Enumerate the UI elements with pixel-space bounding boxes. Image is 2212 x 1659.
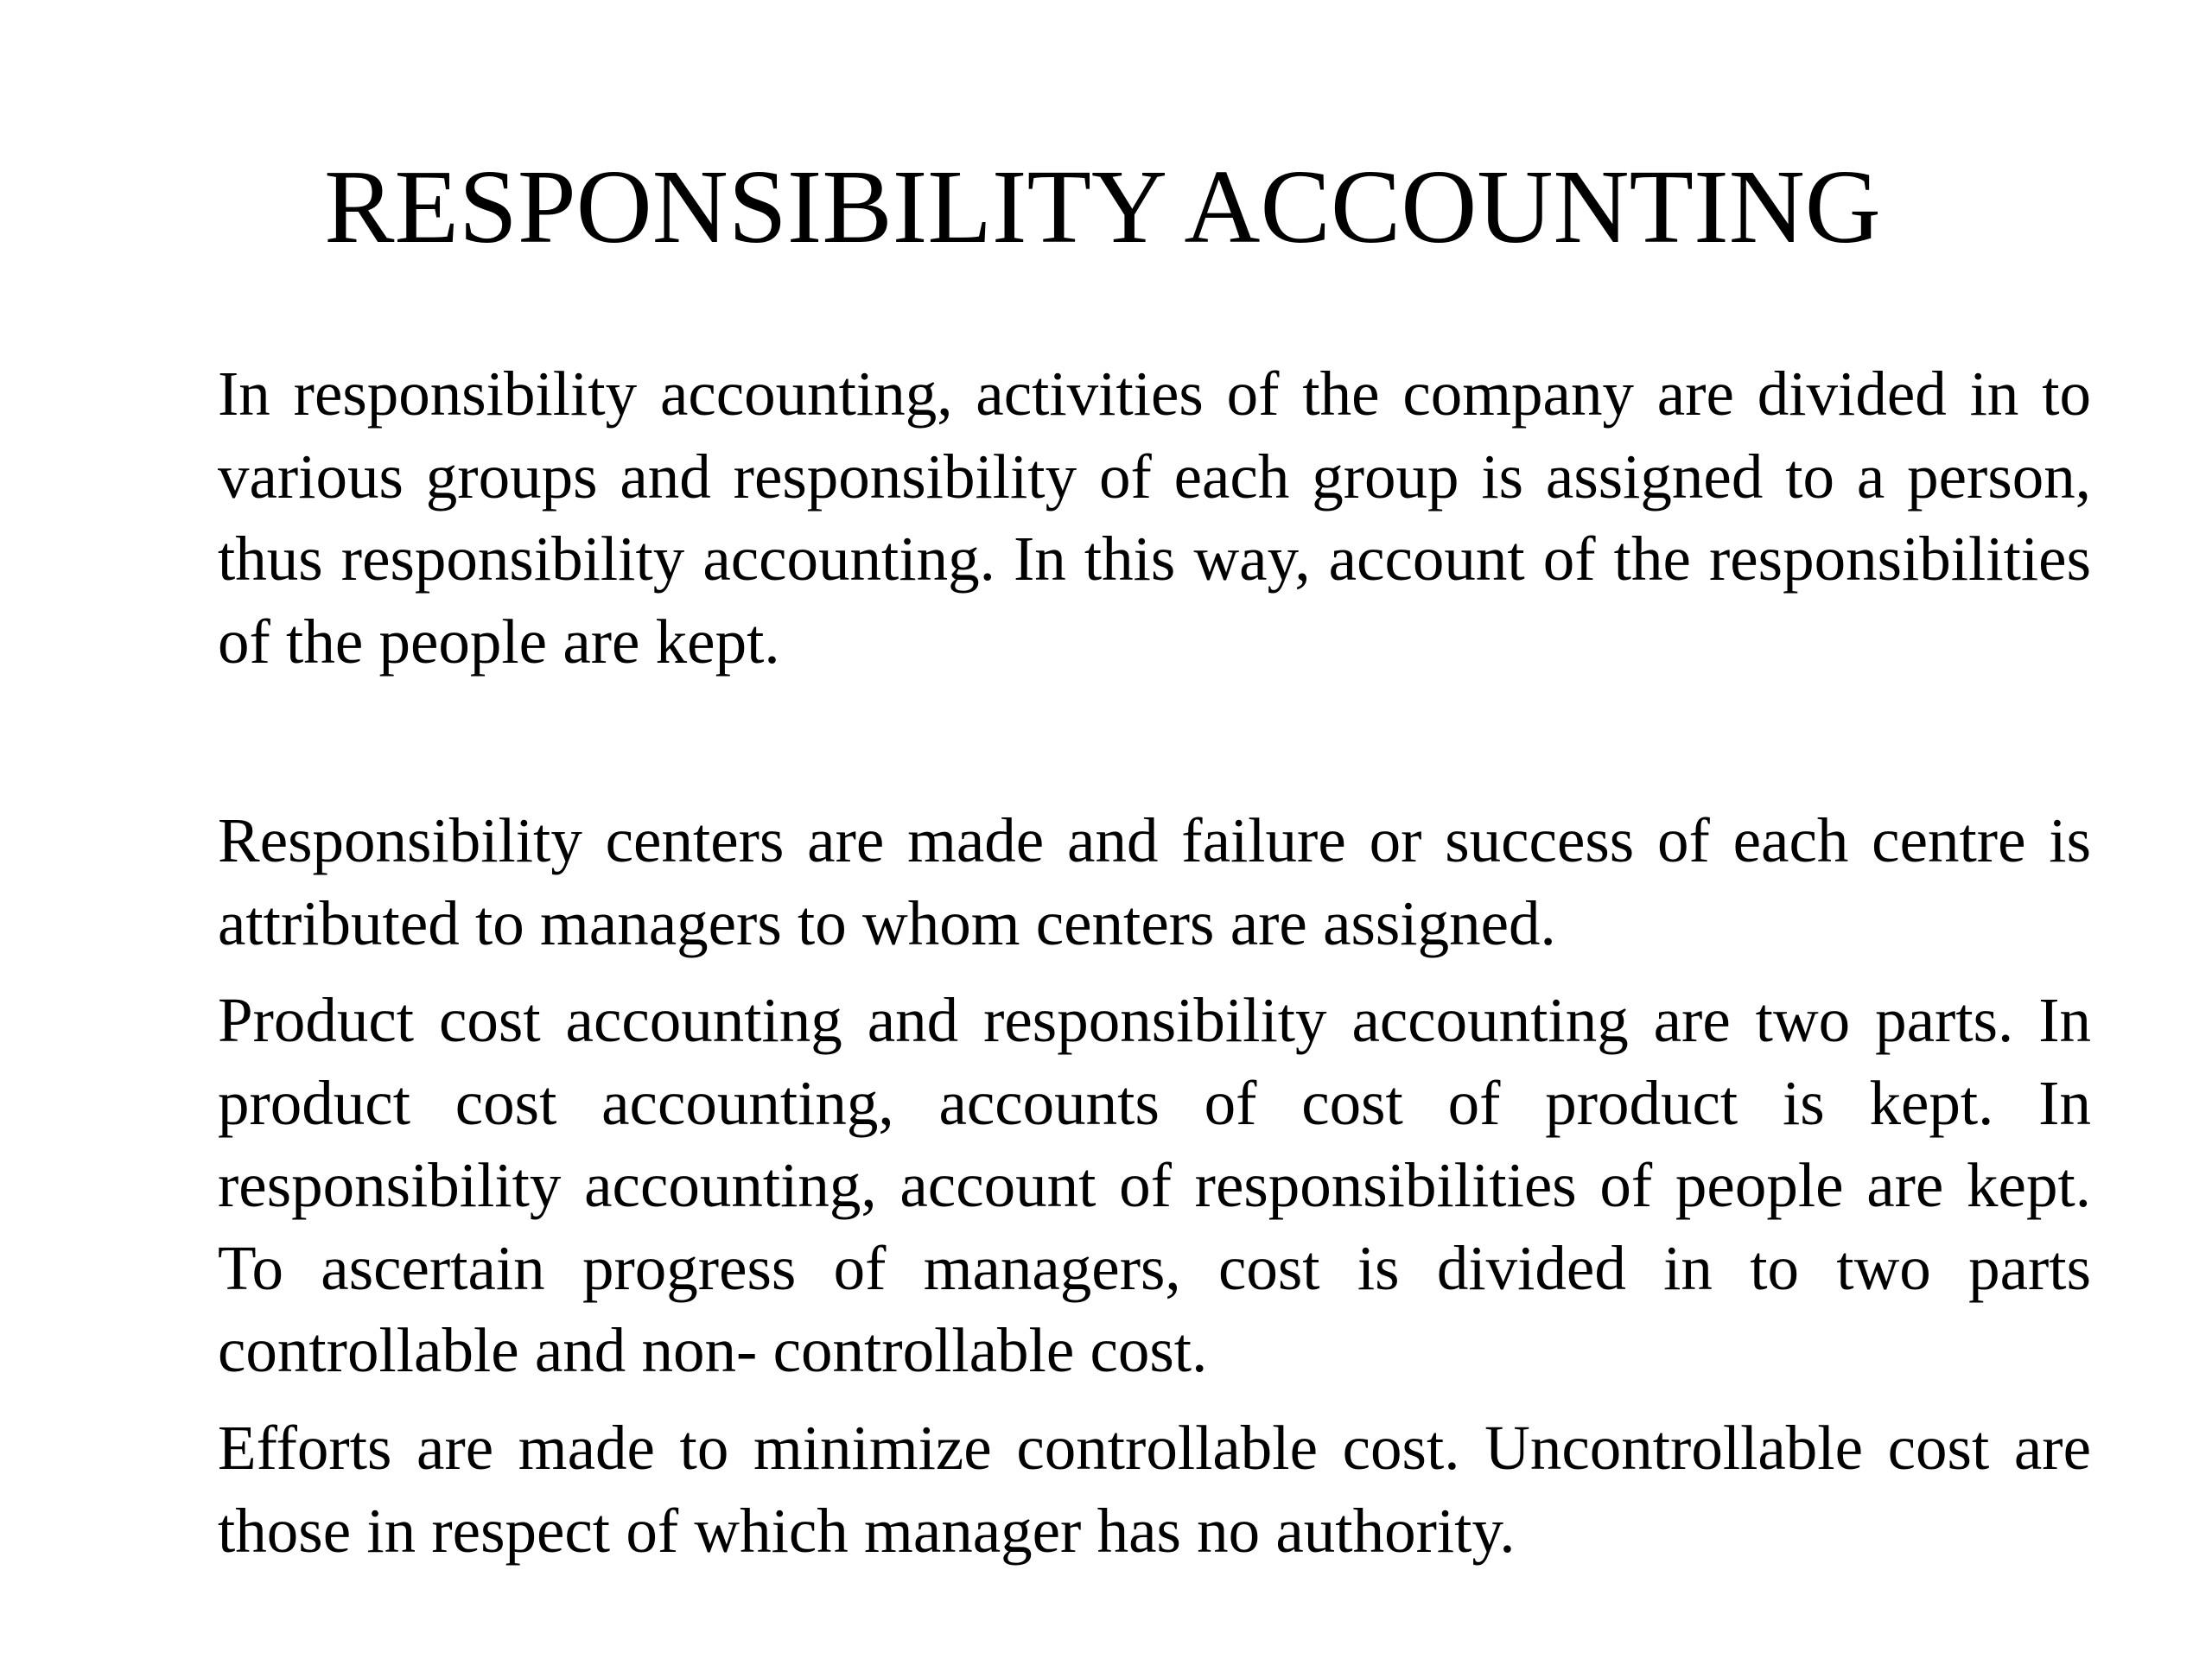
paragraph-responsibility-centers: Responsibility centers are made and failure or success of each centre is attributed to managers to whom centers are assigned. (218, 805, 2091, 958)
paragraph-product-cost-accounting: Product cost accounting and responsibility accounting are two parts. In product cost accounting, accounts of cost of product is kept. In responsibility accounting, account of responsibilities of people are kept. To ascertain progress of managers, cost is divided in to two parts controllable and non- controllable cost. (218, 985, 2091, 1385)
paragraph-controllable-cost: Efforts are made to minimize controllable cost. Uncontrollable cost are those in respect of which manager has no authority. (218, 1413, 2091, 1566)
slide-title: RESPONSIBILITY ACCOUNTING (324, 149, 1881, 265)
paragraph-responsibility-definition: In responsibility accounting, activities of the company are divided in to various groups and responsibility of each group is assigned to a person, thus responsibility accounting. In this way, account of the responsibilities of the people are kept. (218, 359, 2091, 677)
